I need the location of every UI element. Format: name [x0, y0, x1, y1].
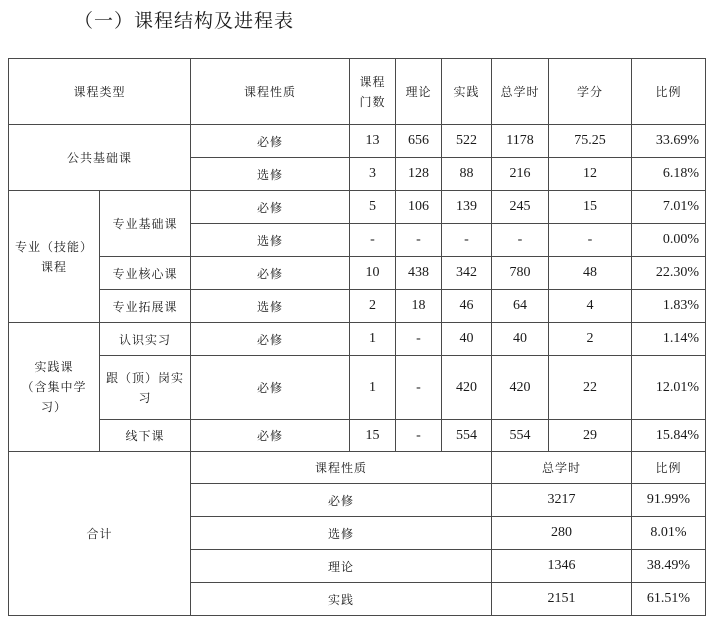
sub-professional-basic: 专业基础课	[100, 191, 191, 257]
credits-cell: -	[549, 224, 632, 257]
header-row	[9, 59, 706, 125]
practice-cell: -	[442, 224, 492, 257]
practice-cell: 420	[442, 356, 492, 420]
practice-cell: 40	[442, 323, 492, 356]
header-practice: 实践	[442, 59, 492, 125]
group-practice: 实践课 （含集中学 习）	[9, 323, 100, 452]
hours-cell: 554	[492, 420, 549, 452]
summary-nature-cell: 理论	[191, 550, 492, 583]
hours-cell: 245	[492, 191, 549, 224]
summary-header-hours: 总学时	[492, 452, 632, 484]
credits-cell: 48	[549, 257, 632, 290]
header-ratio: 比例	[632, 59, 706, 125]
theory-cell: 106	[396, 191, 442, 224]
nature-cell: 必修	[191, 323, 350, 356]
theory-cell: -	[396, 323, 442, 356]
practice-cell: 522	[442, 125, 492, 158]
nature-cell: 必修	[191, 191, 350, 224]
practice-cell: 46	[442, 290, 492, 323]
hours-cell: 420	[492, 356, 549, 420]
theory-cell: -	[396, 224, 442, 257]
nature-cell: 必修	[191, 125, 350, 158]
sub-professional-extension: 专业拓展课	[100, 290, 191, 323]
ratio-cell: 1.14%	[632, 323, 706, 356]
hours-cell: 780	[492, 257, 549, 290]
summary-nature-cell: 选修	[191, 517, 492, 550]
summary-label: 合计	[9, 452, 191, 616]
table-row	[9, 191, 706, 224]
theory-cell: 18	[396, 290, 442, 323]
credits-cell: 2	[549, 323, 632, 356]
credits-cell: 22	[549, 356, 632, 420]
summary-hours-cell: 2151	[492, 583, 632, 616]
table-row	[9, 356, 706, 420]
hours-cell: 216	[492, 158, 549, 191]
sub-cognitive-internship: 认识实习	[100, 323, 191, 356]
ratio-cell: 12.01%	[632, 356, 706, 420]
credits-cell: 15	[549, 191, 632, 224]
count-cell: 10	[350, 257, 396, 290]
count-cell: -	[350, 224, 396, 257]
group-professional: 专业（技能） 课程	[9, 191, 100, 323]
hours-cell: 40	[492, 323, 549, 356]
count-cell: 13	[350, 125, 396, 158]
count-cell: 3	[350, 158, 396, 191]
count-cell: 15	[350, 420, 396, 452]
sub-offline-course: 线下课	[100, 420, 191, 452]
summary-header-row	[9, 452, 706, 484]
ratio-cell: 33.69%	[632, 125, 706, 158]
credits-cell: 75.25	[549, 125, 632, 158]
hours-cell: 1178	[492, 125, 549, 158]
ratio-cell: 0.00%	[632, 224, 706, 257]
summary-hours-cell: 280	[492, 517, 632, 550]
credits-cell: 12	[549, 158, 632, 191]
table-row	[9, 257, 706, 290]
table-row	[9, 420, 706, 452]
header-theory: 理论	[396, 59, 442, 125]
count-cell: 1	[350, 356, 396, 420]
practice-cell: 554	[442, 420, 492, 452]
nature-cell: 必修	[191, 257, 350, 290]
credits-cell: 4	[549, 290, 632, 323]
ratio-cell: 15.84%	[632, 420, 706, 452]
sub-professional-core: 专业核心课	[100, 257, 191, 290]
nature-cell: 必修	[191, 356, 350, 420]
header-course-count: 课程 门数	[350, 59, 396, 125]
sub-job-internship: 跟（顶）岗实 习	[100, 356, 191, 420]
nature-cell: 选修	[191, 224, 350, 257]
practice-cell: 139	[442, 191, 492, 224]
practice-cell: 342	[442, 257, 492, 290]
table-row	[9, 290, 706, 323]
count-cell: 5	[350, 191, 396, 224]
practice-cell: 88	[442, 158, 492, 191]
ratio-cell: 6.18%	[632, 158, 706, 191]
ratio-cell: 22.30%	[632, 257, 706, 290]
header-course-nature: 课程性质	[191, 59, 350, 125]
hours-cell: 64	[492, 290, 549, 323]
header-credits: 学分	[549, 59, 632, 125]
summary-header-ratio: 比例	[632, 452, 706, 484]
credits-cell: 29	[549, 420, 632, 452]
hours-cell: -	[492, 224, 549, 257]
summary-hours-cell: 1346	[492, 550, 632, 583]
summary-hours-cell: 3217	[492, 484, 632, 517]
summary-ratio-cell: 8.01%	[632, 517, 706, 550]
nature-cell: 选修	[191, 290, 350, 323]
theory-cell: -	[396, 420, 442, 452]
count-cell: 2	[350, 290, 396, 323]
summary-ratio-cell: 38.49%	[632, 550, 706, 583]
summary-nature-cell: 实践	[191, 583, 492, 616]
nature-cell: 选修	[191, 158, 350, 191]
count-cell: 1	[350, 323, 396, 356]
table-row	[9, 323, 706, 356]
header-course-type: 课程类型	[9, 59, 191, 125]
table-row	[9, 125, 706, 158]
nature-cell: 必修	[191, 420, 350, 452]
header-total-hours: 总学时	[492, 59, 549, 125]
ratio-cell: 7.01%	[632, 191, 706, 224]
theory-cell: -	[396, 356, 442, 420]
summary-header-nature: 课程性质	[191, 452, 492, 484]
summary-ratio-cell: 91.99%	[632, 484, 706, 517]
section-title: （一）课程结构及进程表	[74, 10, 295, 32]
ratio-cell: 1.83%	[632, 290, 706, 323]
theory-cell: 438	[396, 257, 442, 290]
theory-cell: 656	[396, 125, 442, 158]
course-structure-table	[8, 58, 706, 616]
summary-nature-cell: 必修	[191, 484, 492, 517]
theory-cell: 128	[396, 158, 442, 191]
group-public-basic: 公共基础课	[9, 125, 191, 191]
summary-ratio-cell: 61.51%	[632, 583, 706, 616]
